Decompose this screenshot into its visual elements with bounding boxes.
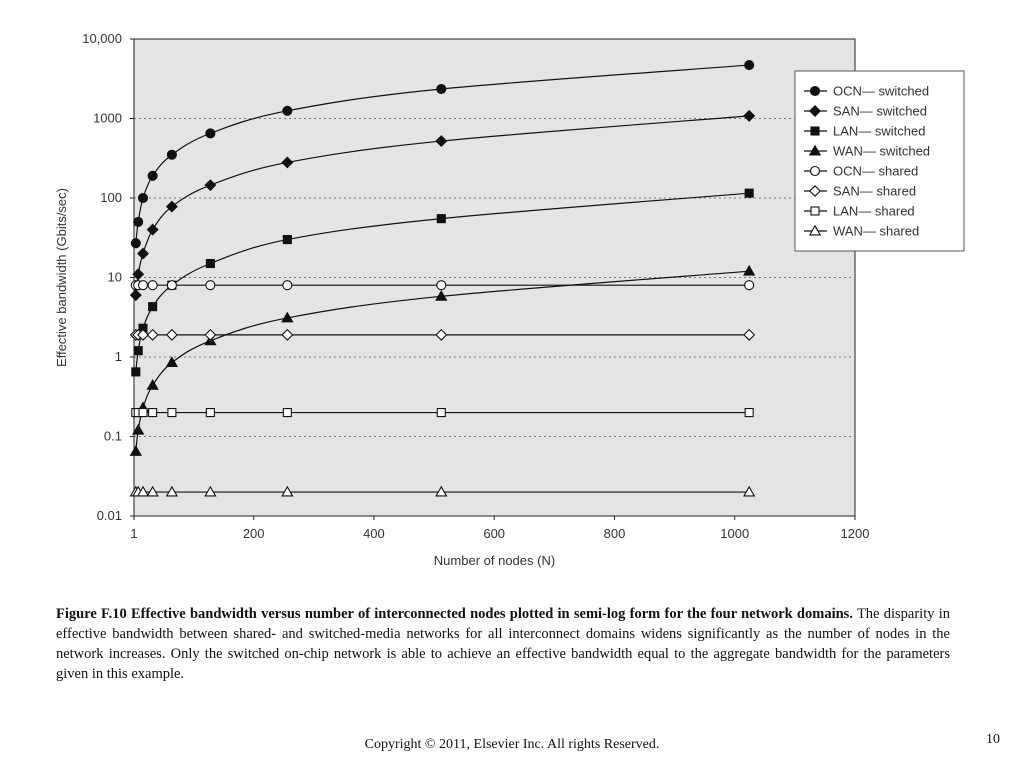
data-point — [167, 150, 176, 159]
data-point — [148, 171, 157, 180]
legend-label: WAN— switched — [833, 143, 931, 159]
x-tick-label: 1200 — [840, 526, 870, 541]
data-point — [745, 189, 753, 197]
data-point — [206, 129, 215, 138]
y-axis-label: Effective bandwidth (Gbits/sec) — [54, 188, 69, 367]
x-tick-label: 1 — [130, 526, 138, 541]
legend-label: OCN— shared — [833, 163, 919, 179]
legend-label: SAN— switched — [833, 103, 927, 119]
data-point — [139, 194, 148, 203]
legend-label: SAN— shared — [833, 183, 917, 199]
data-point — [437, 85, 446, 94]
legend — [795, 71, 964, 251]
x-tick-label: 600 — [483, 526, 506, 541]
figure-caption — [56, 604, 950, 684]
data-point — [745, 409, 753, 417]
data-point — [168, 409, 176, 417]
legend-marker — [811, 127, 819, 135]
x-tick-label: 800 — [603, 526, 626, 541]
data-point — [283, 106, 292, 115]
data-point — [134, 347, 142, 355]
caption-title: Figure F.10 Effective bandwidth versus number of interconnected nodes plotted in semi-log form for the four network domains. — [56, 606, 853, 622]
data-point — [206, 281, 215, 290]
data-point — [283, 281, 292, 290]
data-point — [131, 239, 140, 248]
data-point — [437, 215, 445, 223]
x-axis-label: Number of nodes (N) — [433, 553, 556, 568]
copyright-notice: Copyright © 2011, Elsevier Inc. All rights Reserved. — [364, 737, 660, 752]
data-point — [437, 281, 446, 290]
y-tick-label: 10,000 — [82, 31, 122, 46]
legend-label: OCN— switched — [833, 83, 930, 99]
data-point — [139, 409, 147, 417]
y-tick-label: 100 — [100, 190, 122, 205]
data-point — [139, 281, 148, 290]
y-tick-label: 10 — [107, 269, 122, 285]
x-tick-label: 200 — [242, 526, 265, 541]
x-tick-label: 400 — [363, 526, 385, 541]
page-number: 10 — [986, 732, 1000, 747]
data-point — [206, 260, 214, 268]
data-point — [132, 368, 140, 376]
data-point — [148, 281, 157, 290]
y-tick-label: 0.1 — [103, 428, 122, 444]
caption-text: The disparity in effective bandwidth between shared- and switched-media networks for all interconnect domains widens significantly as the number of nodes in the network increases. Only the switched on-chip network is able to achieve an effective bandwidth equal to the aggregate bandwidth for the parameters given in this example. — [56, 606, 951, 682]
legend-marker — [811, 87, 820, 96]
x-tick-label: 1000 — [720, 526, 750, 541]
y-tick-label: 0.01 — [96, 508, 122, 523]
legend-marker — [811, 167, 820, 176]
y-tick-label: 1 — [114, 349, 122, 364]
legend-label: LAN— shared — [833, 203, 915, 219]
data-point — [745, 61, 754, 70]
legend-label: LAN— switched — [833, 123, 926, 139]
data-point — [437, 409, 445, 417]
data-point — [167, 281, 176, 290]
data-point — [745, 281, 754, 290]
y-tick-label: 1000 — [93, 110, 122, 126]
data-point — [149, 303, 157, 311]
legend-marker — [811, 207, 819, 215]
legend-label: WAN— shared — [833, 223, 920, 239]
data-point — [149, 409, 157, 417]
data-point — [283, 236, 291, 244]
data-point — [134, 217, 143, 226]
data-point — [206, 409, 214, 417]
data-point — [283, 409, 291, 417]
